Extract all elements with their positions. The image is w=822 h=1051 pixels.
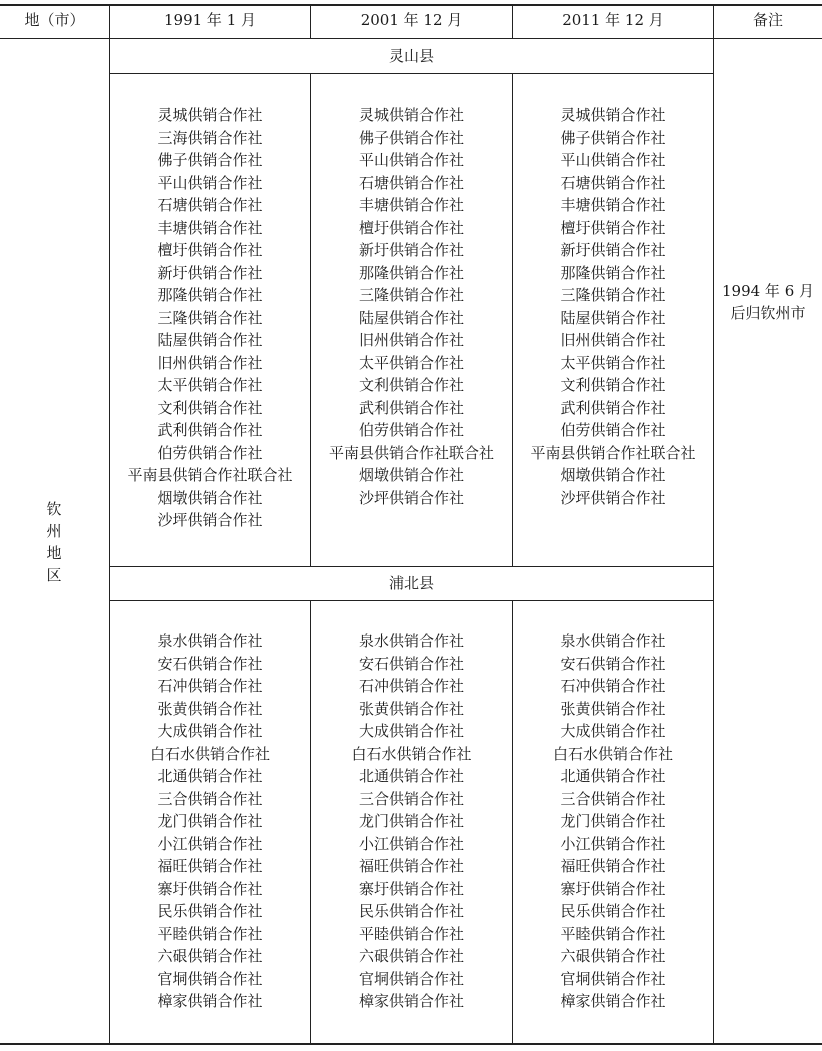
coop-entry: 丰塘供销合作社 — [560, 196, 666, 214]
coop-entry: 白石水供销合作社 — [552, 744, 673, 763]
coop-entry: 陆屋供销合作社 — [560, 308, 666, 327]
coop-entry: 烟墩供销合作社 — [157, 488, 263, 507]
coop-entry: 民乐供销合作社 — [560, 902, 666, 920]
coop-entry: 小江供销合作社 — [358, 834, 464, 853]
coop-entry: 伯劳供销合作社 — [157, 443, 263, 462]
coop-entry: 小江供销合作社 — [560, 834, 666, 853]
coop-entry: 旧州供销合作社 — [560, 331, 666, 349]
coop-entry: 石冲供销合作社 — [358, 677, 464, 695]
coop-entry: 寨圩供销合作社 — [157, 879, 263, 898]
pubei-1991-list — [110, 630, 310, 1013]
coop-entry: 灵城供销合作社 — [560, 106, 666, 124]
coop-entry: 旧州供销合作社 — [358, 331, 464, 349]
pubei-2001-list — [311, 630, 512, 1013]
section1-title-bottom-rule — [109, 73, 714, 74]
coop-entry: 那隆供销合作社 — [560, 263, 666, 282]
coop-entry: 大成供销合作社 — [157, 722, 263, 740]
coop-entry: 新圩供销合作社 — [157, 263, 263, 282]
coop-entry: 官垌供销合作社 — [157, 969, 263, 988]
coop-entry: 大成供销合作社 — [560, 722, 666, 740]
header-1991: 1991 年 1 月 — [163, 11, 257, 29]
coop-entry: 福旺供销合作社 — [358, 857, 464, 875]
coop-entry: 民乐供销合作社 — [157, 902, 263, 920]
coop-entry: 寨圩供销合作社 — [358, 879, 464, 898]
remark-line: 后归钦州市 — [730, 304, 806, 322]
coop-entry: 檀圩供销合作社 — [358, 218, 464, 237]
section-title-lingshan: 灵山县 — [388, 47, 434, 65]
region-char: 州 — [46, 522, 62, 540]
header-2011: 2011 年 12 月 — [562, 11, 664, 29]
coop-entry: 文利供销合作社 — [560, 376, 666, 394]
coop-entry: 樟家供销合作社 — [560, 992, 666, 1010]
coop-entry: 平睦供销合作社 — [358, 924, 464, 943]
coop-entry: 丰塘供销合作社 — [358, 196, 464, 214]
coop-entry: 太平供销合作社 — [157, 376, 263, 394]
coop-entry: 陆屋供销合作社 — [358, 308, 464, 327]
coop-entry: 沙坪供销合作社 — [157, 511, 263, 529]
coop-entry: 安石供销合作社 — [157, 654, 263, 673]
coop-entry: 官垌供销合作社 — [358, 969, 464, 988]
coop-entry: 三海供销合作社 — [157, 128, 263, 147]
coop-entry: 伯劳供销合作社 — [560, 421, 666, 439]
region-char: 区 — [46, 566, 62, 584]
lingshan-1991-list — [110, 104, 310, 532]
coop-entry: 三合供销合作社 — [157, 789, 263, 808]
header-bottom-rule — [0, 38, 822, 39]
section2-title-bottom-rule — [109, 600, 714, 601]
region-char: 地 — [46, 544, 62, 562]
coop-entry: 沙坪供销合作社 — [560, 488, 666, 507]
coop-entry: 平山供销合作社 — [157, 173, 263, 192]
coop-entry: 平南县供销合作社联合社 — [328, 443, 494, 462]
coop-entry: 佛子供销合作社 — [560, 128, 666, 147]
coop-entry: 太平供销合作社 — [358, 353, 464, 372]
region-name — [0, 498, 108, 586]
coop-entry: 石塘供销合作社 — [358, 173, 464, 192]
coop-entry: 白石水供销合作社 — [351, 744, 472, 763]
header-region: 地（市） — [24, 11, 85, 29]
coop-entry: 灵城供销合作社 — [358, 106, 464, 124]
coop-entry: 龙门供销合作社 — [157, 812, 263, 830]
coop-entry: 新圩供销合作社 — [358, 241, 464, 259]
coop-entry: 安石供销合作社 — [560, 654, 666, 673]
coop-entry: 北通供销合作社 — [157, 767, 263, 785]
coop-entry: 樟家供销合作社 — [157, 992, 263, 1010]
region-char: 钦 — [46, 500, 62, 518]
coop-entry: 张黄供销合作社 — [560, 699, 666, 718]
coop-entry: 武利供销合作社 — [157, 421, 263, 439]
coop-entry: 檀圩供销合作社 — [560, 218, 666, 237]
section-title-pubei: 浦北县 — [388, 574, 434, 592]
coop-entry: 泉水供销合作社 — [560, 632, 666, 650]
coop-entry: 安石供销合作社 — [358, 654, 464, 673]
coop-entry: 福旺供销合作社 — [560, 857, 666, 875]
coop-entry: 石塘供销合作社 — [560, 173, 666, 192]
coop-entry: 大成供销合作社 — [358, 722, 464, 740]
coop-entry: 平山供销合作社 — [358, 151, 464, 169]
coop-entry: 寨圩供销合作社 — [560, 879, 666, 898]
coop-entry: 泉水供销合作社 — [358, 632, 464, 650]
section2-title-top-rule — [109, 566, 714, 567]
coop-entry: 三合供销合作社 — [358, 789, 464, 808]
coop-entry: 文利供销合作社 — [358, 376, 464, 394]
coop-entry: 白石水供销合作社 — [149, 744, 270, 763]
coop-entry: 龙门供销合作社 — [560, 812, 666, 830]
coop-entry: 北通供销合作社 — [358, 767, 464, 785]
coop-entry: 平睦供销合作社 — [157, 924, 263, 943]
coop-entry: 烟墩供销合作社 — [358, 466, 464, 484]
coop-entry: 那隆供销合作社 — [157, 286, 263, 304]
coop-entry: 佛子供销合作社 — [157, 151, 263, 169]
coop-entry: 三隆供销合作社 — [358, 286, 464, 304]
coop-entry: 六硍供销合作社 — [560, 947, 666, 965]
coop-entry: 三隆供销合作社 — [560, 286, 666, 304]
coop-entry: 小江供销合作社 — [157, 834, 263, 853]
coop-entry: 石冲供销合作社 — [560, 677, 666, 695]
coop-entry: 六硍供销合作社 — [157, 947, 263, 965]
coop-entry: 泉水供销合作社 — [157, 632, 263, 650]
rule-before-remarks — [713, 4, 714, 1045]
coop-entry: 平南县供销合作社联合社 — [530, 443, 696, 462]
coop-entry: 旧州供销合作社 — [157, 353, 263, 372]
coop-entry: 平睦供销合作社 — [560, 924, 666, 943]
coop-entry: 张黄供销合作社 — [157, 699, 263, 718]
coop-entry: 烟墩供销合作社 — [560, 466, 666, 484]
coop-entry: 三隆供销合作社 — [157, 308, 263, 327]
coop-entry: 民乐供销合作社 — [358, 902, 464, 920]
coop-entry: 沙坪供销合作社 — [358, 488, 464, 507]
header-2001: 2001 年 12 月 — [360, 11, 463, 29]
coop-entry: 平南县供销合作社联合社 — [127, 466, 293, 484]
coop-entry: 檀圩供销合作社 — [157, 241, 263, 259]
pubei-2011-list — [513, 630, 713, 1013]
coop-entry: 太平供销合作社 — [560, 353, 666, 372]
coop-entry: 新圩供销合作社 — [560, 241, 666, 259]
coop-entry: 北通供销合作社 — [560, 767, 666, 785]
coop-entry: 文利供销合作社 — [157, 398, 263, 417]
coop-entry: 樟家供销合作社 — [358, 992, 464, 1010]
coop-entry: 张黄供销合作社 — [358, 699, 464, 718]
coop-entry: 武利供销合作社 — [560, 398, 666, 417]
remark-line: 1994 年 6 月 — [721, 282, 815, 300]
coop-entry: 石冲供销合作社 — [157, 677, 263, 695]
lingshan-2001-list — [311, 104, 512, 509]
coop-entry: 官垌供销合作社 — [560, 969, 666, 988]
coop-entry: 石塘供销合作社 — [157, 196, 263, 214]
coop-entry: 武利供销合作社 — [358, 398, 464, 417]
coop-entry: 伯劳供销合作社 — [358, 421, 464, 439]
coop-entry: 那隆供销合作社 — [358, 263, 464, 282]
coop-entry: 龙门供销合作社 — [358, 812, 464, 830]
lingshan-2011-list — [513, 104, 713, 509]
bottom-rule — [0, 1043, 822, 1045]
coop-entry: 丰塘供销合作社 — [157, 218, 263, 237]
coop-entry: 福旺供销合作社 — [157, 857, 263, 875]
coop-entry: 三合供销合作社 — [560, 789, 666, 808]
coop-entry: 六硍供销合作社 — [358, 947, 464, 965]
remark — [714, 280, 822, 324]
coop-entry: 平山供销合作社 — [560, 151, 666, 169]
coop-entry: 佛子供销合作社 — [358, 128, 464, 147]
coop-entry: 灵城供销合作社 — [157, 106, 263, 124]
coop-entry: 陆屋供销合作社 — [157, 331, 263, 349]
header-remarks: 备注 — [752, 11, 783, 29]
